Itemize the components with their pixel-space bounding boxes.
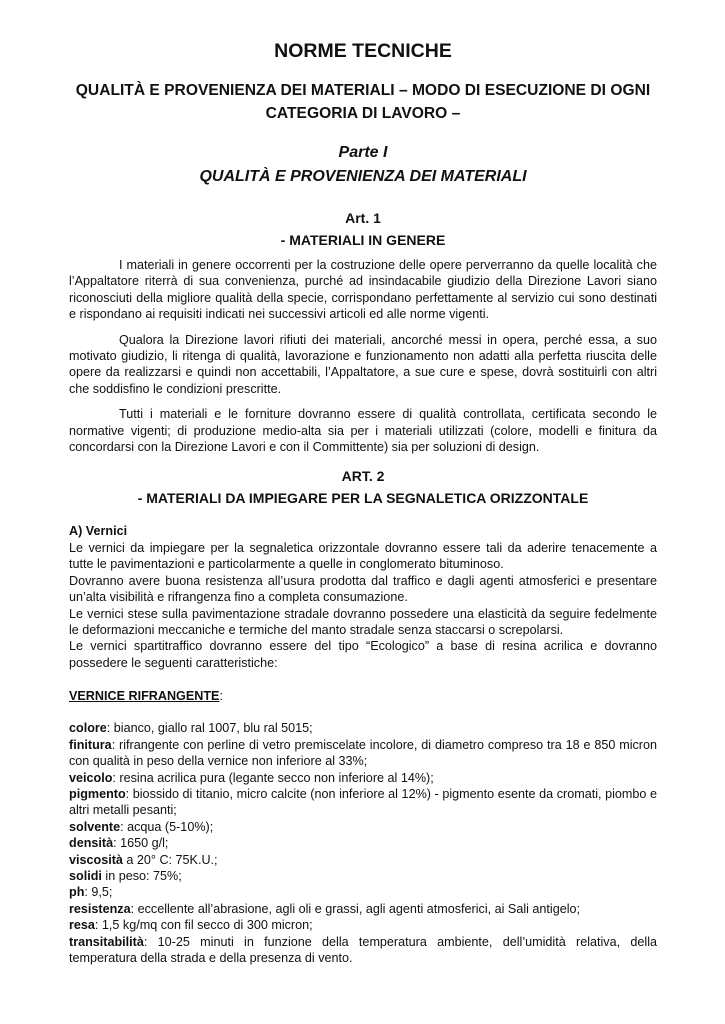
property-value: : 9,5; xyxy=(84,885,113,900)
property-key: resa xyxy=(69,918,95,933)
property-item xyxy=(69,770,657,786)
art2-number: ART. 2 xyxy=(341,468,385,485)
art1-heading xyxy=(69,207,657,251)
property-value: : 10-25 minuti in funzione della temperatura ambiente, dell’umidità relativa, della temperatura della strada e della presenza di vento. xyxy=(69,934,657,965)
property-key: solvente xyxy=(69,819,121,834)
vernici-paragraph: Le vernici stese sulla pavimentazione stradale dovranno possedere una elasticità da seguire fedelmente le deformazioni meccaniche e termiche del manto stradale senza staccarsi o screpolarsi. xyxy=(69,606,657,637)
art1-paragraph: Tutti i materiali e le forniture dovranno essere di qualità controllata, certificata secondo le normative vigenti; di produzione medio-alta sia per i materiali utilizzati (colore, modelli e finitura da concordarsi con la Direzione Lavori e con il Committente) sia per soluzioni di design. xyxy=(69,407,657,455)
property-value: : resina acrilica pura (legante secco non inferiore al 14%); xyxy=(112,770,434,785)
property-item xyxy=(69,934,657,967)
property-key: finitura xyxy=(69,737,112,752)
art1-paragraph: I materiali in genere occorrenti per la costruzione delle opere perverranno da quelle località che l’Appaltatore riterrà di sua convenienza, purché ad insindacabile giudizio della Direzione Lavori siano riconosciuti della migliore qualità della specie, corrispondano perfettamente al servizio cui sono destinati e rispondano ai requisiti indicati nei successivi articoli ed alle norme vigenti. xyxy=(69,258,657,322)
page-subtitle: QUALITÀ E PROVENIENZA DEI MATERIALI – MODO DI ESECUZIONE DI OGNI CATEGORIA DI LAVORO – xyxy=(75,82,651,122)
vernici-paragraph: Dovranno avere buona resistenza all’usura prodotta dal traffico e dagli agenti atmosferici e presentare un’alta visibilità e rifrangenza fino a completa consumazione. xyxy=(69,573,657,605)
property-item xyxy=(69,835,657,851)
property-item xyxy=(69,868,657,884)
property-key: transitabilità xyxy=(69,934,144,949)
property-value: : 1,5 kg/mq con fil secco di 300 micron; xyxy=(94,918,313,933)
property-value: : rifrangente con perline di vetro premiscelate incolore, di diametro compreso tra 18 e 850 micron con qualità in peso della vernice non inferiore al 33%; xyxy=(69,737,657,769)
property-item xyxy=(69,720,657,736)
property-value: : eccellente all’abrasione, agli oli e grassi, agli agenti atmosferici, ai Sali antigelo; xyxy=(130,901,581,916)
property-item xyxy=(69,819,657,835)
property-key: pigmento xyxy=(69,786,126,801)
property-value: : bianco, giallo ral 1007, blu ral 5015; xyxy=(106,721,313,736)
vernice-rifrangente-label: VERNICE RIFRANGENTE xyxy=(69,688,220,703)
property-value: : acqua (5-10%); xyxy=(120,819,214,834)
property-item xyxy=(69,884,657,900)
property-value: a 20° C: 75K.U.; xyxy=(122,852,218,867)
property-value: : biossido di titanio, micro calcite (non inferiore al 12%) - pigmento esente da cromati, piombo e altri metalli pesanti; xyxy=(69,786,657,818)
document-page xyxy=(69,40,657,966)
property-item xyxy=(69,786,657,819)
property-item xyxy=(69,901,657,917)
property-value: in peso: 75%; xyxy=(101,868,182,883)
art2-heading xyxy=(69,465,657,509)
vernici-paragraph: Le vernici da impiegare per la segnaletica orizzontale dovranno essere tali da aderire tenacemente a tutte le pavimentazioni e particolarmente a quelle in conglomerato bituminoso. xyxy=(69,540,657,572)
vernice-rifrangente-heading: VERNICE RIFRANGENTE: xyxy=(69,688,223,703)
page-title: NORME TECNICHE xyxy=(274,40,452,62)
property-key: ph xyxy=(69,885,85,900)
art2-title: - MATERIALI DA IMPIEGARE PER LA SEGNALETICA ORIZZONTALE xyxy=(137,490,589,507)
vernici-paragraph: Le vernici spartitraffico dovranno essere del tipo “Ecologico” a base di resina acrilica e dovranno possedere le seguenti caratteristiche: xyxy=(69,639,657,670)
properties-list xyxy=(69,720,657,966)
property-key: colore xyxy=(69,721,107,736)
parte-heading xyxy=(69,141,657,189)
property-item xyxy=(69,852,657,868)
property-key: solidi xyxy=(69,868,102,883)
art1-title: - MATERIALI IN GENERE xyxy=(280,232,446,248)
property-key: densità xyxy=(69,836,114,851)
property-item xyxy=(69,917,657,933)
section-vernici-heading: A) Vernici xyxy=(69,524,128,539)
property-key: resistenza xyxy=(69,901,131,916)
property-key: veicolo xyxy=(69,770,113,785)
art1-number: Art. 1 xyxy=(345,210,381,226)
parte-label: Parte I xyxy=(338,144,388,161)
parte-title: QUALITÀ E PROVENIENZA DEI MATERIALI xyxy=(199,168,527,185)
art1-paragraph: Qualora la Direzione lavori rifiuti dei materiali, ancorché messi in opera, perché essa, a suo motivato giudizio, li ritenga di qualità, lavorazione e funzionamento non adatti alla perfetta riuscita delle opere da realizzarsi e quindi non accettabili, l’Appaltatore, a sue cure e spese, dovrà sostituirli con altri che soddisfino le condizioni prescritte. xyxy=(69,332,657,396)
vernici-text xyxy=(69,540,657,671)
property-value: : 1650 g/l; xyxy=(113,836,169,851)
property-item xyxy=(69,737,657,770)
property-key: viscosità xyxy=(69,852,123,867)
